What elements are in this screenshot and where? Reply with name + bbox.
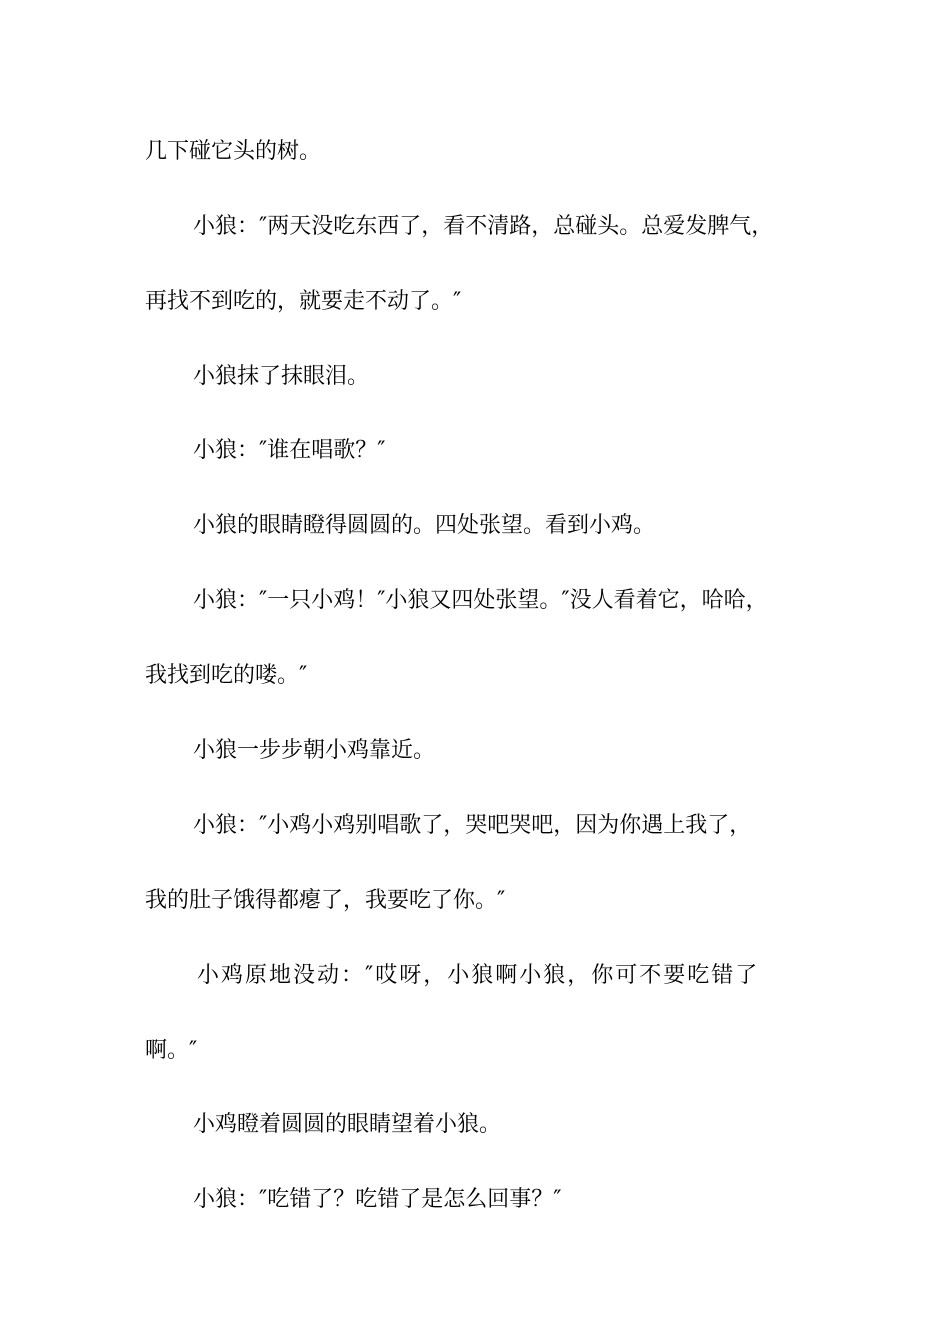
- text-line: 小狼：″谁在唱歌？″: [193, 438, 386, 463]
- text-line: 小狼一步步朝小鸡靠近。: [193, 738, 436, 763]
- text-line: 小鸡原地没动：″哎呀，小狼啊小狼，你可不要吃错了: [197, 963, 760, 988]
- text-line: 小狼抹了抹眼泪。: [193, 364, 370, 389]
- text-line: 我找到吃的喽。″: [145, 663, 308, 688]
- text-line: 小狼：″两天没吃东西了，看不清路，总碰头。总爱发脾气，: [193, 214, 774, 239]
- text-line: 啊。″: [145, 1038, 198, 1063]
- text-line: 小狼的眼睛瞪得圆圆的。四处张望。看到小鸡。: [193, 513, 656, 538]
- text-line: 小狼：″吃错了？吃错了是怎么回事？″: [193, 1187, 562, 1212]
- text-line: 小狼：″一只小鸡！″小狼又四处张望。″没人看着它，哈哈，: [193, 588, 768, 613]
- text-line: 小鸡瞪着圆圆的眼睛望着小狼。: [193, 1112, 502, 1137]
- text-line: 几下碰它头的树。: [145, 139, 322, 164]
- text-line: 我的肚子饿得都瘪了，我要吃了你。″: [145, 888, 506, 913]
- text-line: 小狼：″小鸡小鸡别唱歌了，哭吧哭吧，因为你遇上我了，: [193, 813, 752, 838]
- text-line: 再找不到吃的，就要走不动了。″: [145, 289, 462, 314]
